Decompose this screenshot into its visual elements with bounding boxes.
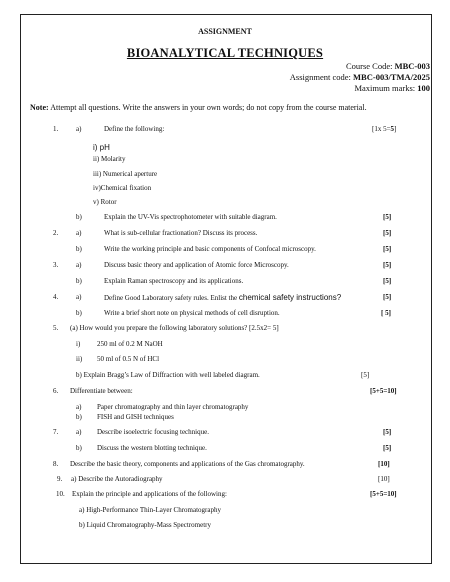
q7a-text: Describe isoelectric focusing technique.: [97, 428, 209, 436]
q10b-text: b) Liquid Chromatography-Mass Spectrometry: [79, 521, 212, 529]
q6-marks: [5+5=10]: [370, 387, 397, 395]
q5b-marks: [5]: [361, 371, 370, 379]
q10-number: 10.: [56, 490, 65, 498]
course-code-label: Course Code:: [345, 61, 393, 71]
q6a-text: Paper chromatography and thin layer chromatography: [97, 403, 249, 411]
q10a-text: a) High-Performance Thin-Layer Chromatography: [79, 506, 221, 514]
q1-item-4: iv)Chemical fixation: [93, 184, 152, 192]
q9-number: 9.: [57, 475, 63, 483]
q5ii-text: 50 ml of 0.5 N of HCl: [97, 355, 160, 363]
q4a-text: [104, 293, 341, 302]
q5ii-label: ii): [76, 355, 83, 363]
q3b-label: b): [76, 277, 82, 285]
assignment-heading: ASSIGNMENT: [198, 27, 252, 36]
q10-marks: [5+5=10]: [370, 490, 397, 498]
q5i-text: 250 ml of 0.2 M NaOH: [97, 340, 163, 348]
q6b-label: b): [76, 413, 82, 421]
assignment-code-label: Assignment code:: [289, 72, 351, 82]
note-line: [30, 103, 367, 112]
q8-text: Describe the basic theory, components and applications of the Gas chromatography.: [70, 460, 305, 468]
q7b-marks: [5]: [383, 444, 392, 452]
q2b-text: Write the working principle and basic components of Confocal microscopy.: [104, 245, 316, 253]
q1-item-1: i) pH: [93, 143, 110, 152]
assignment-code-value: MBC-003/TMA/2025: [353, 72, 430, 82]
q1-item-3: iii) Numerical aperture: [93, 170, 158, 178]
q1b-marks: [5]: [383, 213, 392, 221]
q4a-text-part1: Define Good Laboratory safety rules. Enlist the: [104, 294, 238, 302]
q2-number: 2.: [53, 229, 59, 237]
q1-number: 1.: [53, 125, 59, 133]
q8-marks: [10]: [378, 460, 390, 468]
q5-number: 5.: [53, 324, 59, 332]
q4-number: 4.: [53, 293, 59, 301]
q7b-label: b): [76, 444, 82, 452]
course-code-line: [346, 61, 430, 71]
q9-text: a) Describe the Autoradiography: [71, 475, 163, 483]
q5b-text: b) Explain Bragg’s Law of Diffraction with well labeled diagram.: [76, 371, 260, 379]
q1a-label: a): [76, 125, 82, 133]
q3b-marks: [5]: [383, 277, 392, 285]
q10-text: Explain the principle and applications of the following:: [72, 490, 227, 498]
q6-number: 6.: [53, 387, 59, 395]
q4b-marks: [ 5]: [381, 309, 391, 317]
q1a-marks-pre: [1x 5=: [372, 125, 391, 133]
q1-item-2: ii) Molarity: [93, 155, 126, 163]
q4a-text-part2: chemical safety instructions?: [238, 293, 342, 302]
q1a-marks-num: 5: [390, 125, 395, 133]
q4a-marks: [5]: [383, 293, 392, 301]
q3a-label: a): [76, 261, 82, 269]
q9-marks: [10]: [378, 475, 390, 483]
q2a-marks: [5]: [383, 229, 392, 237]
max-marks-line: [354, 83, 430, 93]
q4a-label: a): [76, 293, 82, 301]
q6-text: Differentiate between:: [70, 387, 133, 395]
max-marks-label: Maximum marks:: [354, 83, 416, 93]
q7-number: 7.: [53, 428, 59, 436]
q3b-text: Explain Raman spectroscopy and its applications.: [104, 277, 244, 285]
q5-text: (a) How would you prepare the following laboratory solutions? [2.5x2= 5]: [70, 324, 279, 332]
course-code-value: MBC-003: [394, 61, 430, 71]
q7a-marks: [5]: [383, 428, 392, 436]
q2a-text: What is sub-cellular fractionation? Discuss its process.: [104, 229, 258, 237]
q2a-label: a): [76, 229, 82, 237]
q5i-label: i): [76, 340, 81, 348]
q1-item-5: v) Rotor: [93, 198, 117, 206]
q4b-text: Write a brief short note on physical methods of cell disruption.: [104, 309, 280, 317]
q2b-marks: [5]: [383, 245, 392, 253]
assignment-code-line: [290, 72, 430, 82]
q3a-text: Discuss basic theory and application of Atomic force Microscopy.: [104, 261, 289, 269]
q1b-label: b): [76, 213, 82, 221]
q1a-marks: [372, 125, 396, 133]
q7b-text: Discuss the western blotting technique.: [97, 444, 207, 452]
q7a-label: a): [76, 428, 82, 436]
note-label: Note:: [30, 103, 49, 112]
q1a-marks-post: ]: [394, 125, 397, 133]
q3a-marks: [5]: [383, 261, 392, 269]
q6b-text: FISH and GISH techniques: [97, 413, 174, 421]
q1a-text: Define the following:: [104, 125, 165, 133]
q8-number: 8.: [53, 460, 59, 468]
q4b-label: b): [76, 309, 82, 317]
note-text: Attempt all questions. Write the answers in your own words; do not copy from the course material.: [50, 103, 367, 112]
q1b-text: Explain the UV-Vis spectrophotometer with suitable diagram.: [104, 213, 277, 221]
q2b-label: b): [76, 245, 82, 253]
max-marks-value: 100: [417, 83, 430, 93]
q3-number: 3.: [53, 261, 59, 269]
q6a-label: a): [76, 403, 82, 411]
page-title: BIOANALYTICAL TECHNIQUES: [126, 46, 324, 60]
